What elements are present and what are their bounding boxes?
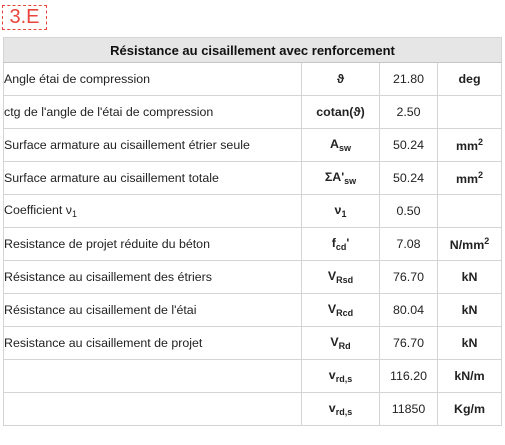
row-label [4,360,302,393]
row-symbol: $A_{sw}$ [302,129,380,162]
table-row [4,294,502,327]
row-unit: kN [438,261,502,294]
row-value: 76.70 [380,327,438,360]
row-unit: kN [438,327,502,360]
row-value: 50.24 [380,129,438,162]
table-row [4,63,502,96]
row-value: 21.80 [380,63,438,96]
row-unit: $N/mm^2$ [438,228,502,261]
table-row [4,195,502,228]
table-row [4,129,502,162]
row-label: Surface armature au cisaillement étrier seule [4,129,302,162]
row-label: ctg de l'angle de l'étai de compression [4,96,302,129]
row-value: 11850 [380,393,438,426]
row-symbol: $V_{Rcd}$ [302,294,380,327]
row-label: Résistance au cisaillement des étriers [4,261,302,294]
row-label: Angle étai de compression [4,63,302,96]
table-row [4,261,502,294]
row-label: Resistance au cisaillement de projet [4,327,302,360]
row-symbol: $v_{rd,s}$ [302,393,380,426]
row-symbol: ϑ [302,63,380,96]
row-symbol: $\Sigma A'_{sw}$ [302,162,380,195]
table-body [4,63,502,426]
table-row [4,393,502,426]
row-label: Coefficient $\nu_1$ [4,195,302,228]
row-unit: deg [438,63,502,96]
row-unit [438,96,502,129]
table-row [4,327,502,360]
row-label [4,393,302,426]
row-symbol: cotan(ϑ) [302,96,380,129]
row-unit: kN/m [438,360,502,393]
row-value: 76.70 [380,261,438,294]
row-symbol: $f_{cd}'$ [302,228,380,261]
row-label: Resistance de projet réduite du béton [4,228,302,261]
shear-resistance-table [3,37,502,426]
table-row [4,228,502,261]
row-value: 80.04 [380,294,438,327]
row-unit: kN [438,294,502,327]
row-value: 2.50 [380,96,438,129]
row-value: 116.20 [380,360,438,393]
section-badge: 3.E [2,5,47,30]
table-title: Résistance au cisaillement avec renforcement [4,38,502,63]
row-unit: $mm^2$ [438,129,502,162]
row-symbol: $\nu_1$ [302,195,380,228]
row-value: 50.24 [380,162,438,195]
row-value: 0.50 [380,195,438,228]
row-value: 7.08 [380,228,438,261]
row-symbol: $v_{rd,s}$ [302,360,380,393]
row-unit: $mm^2$ [438,162,502,195]
row-label: Résistance au cisaillement de l'étai [4,294,302,327]
row-symbol: $V_{Rsd}$ [302,261,380,294]
row-unit: Kg/m [438,393,502,426]
row-symbol: $V_{Rd}$ [302,327,380,360]
table-row [4,96,502,129]
table-row [4,162,502,195]
table-row [4,360,502,393]
row-unit [438,195,502,228]
row-label: Surface armature au cisaillement totale [4,162,302,195]
